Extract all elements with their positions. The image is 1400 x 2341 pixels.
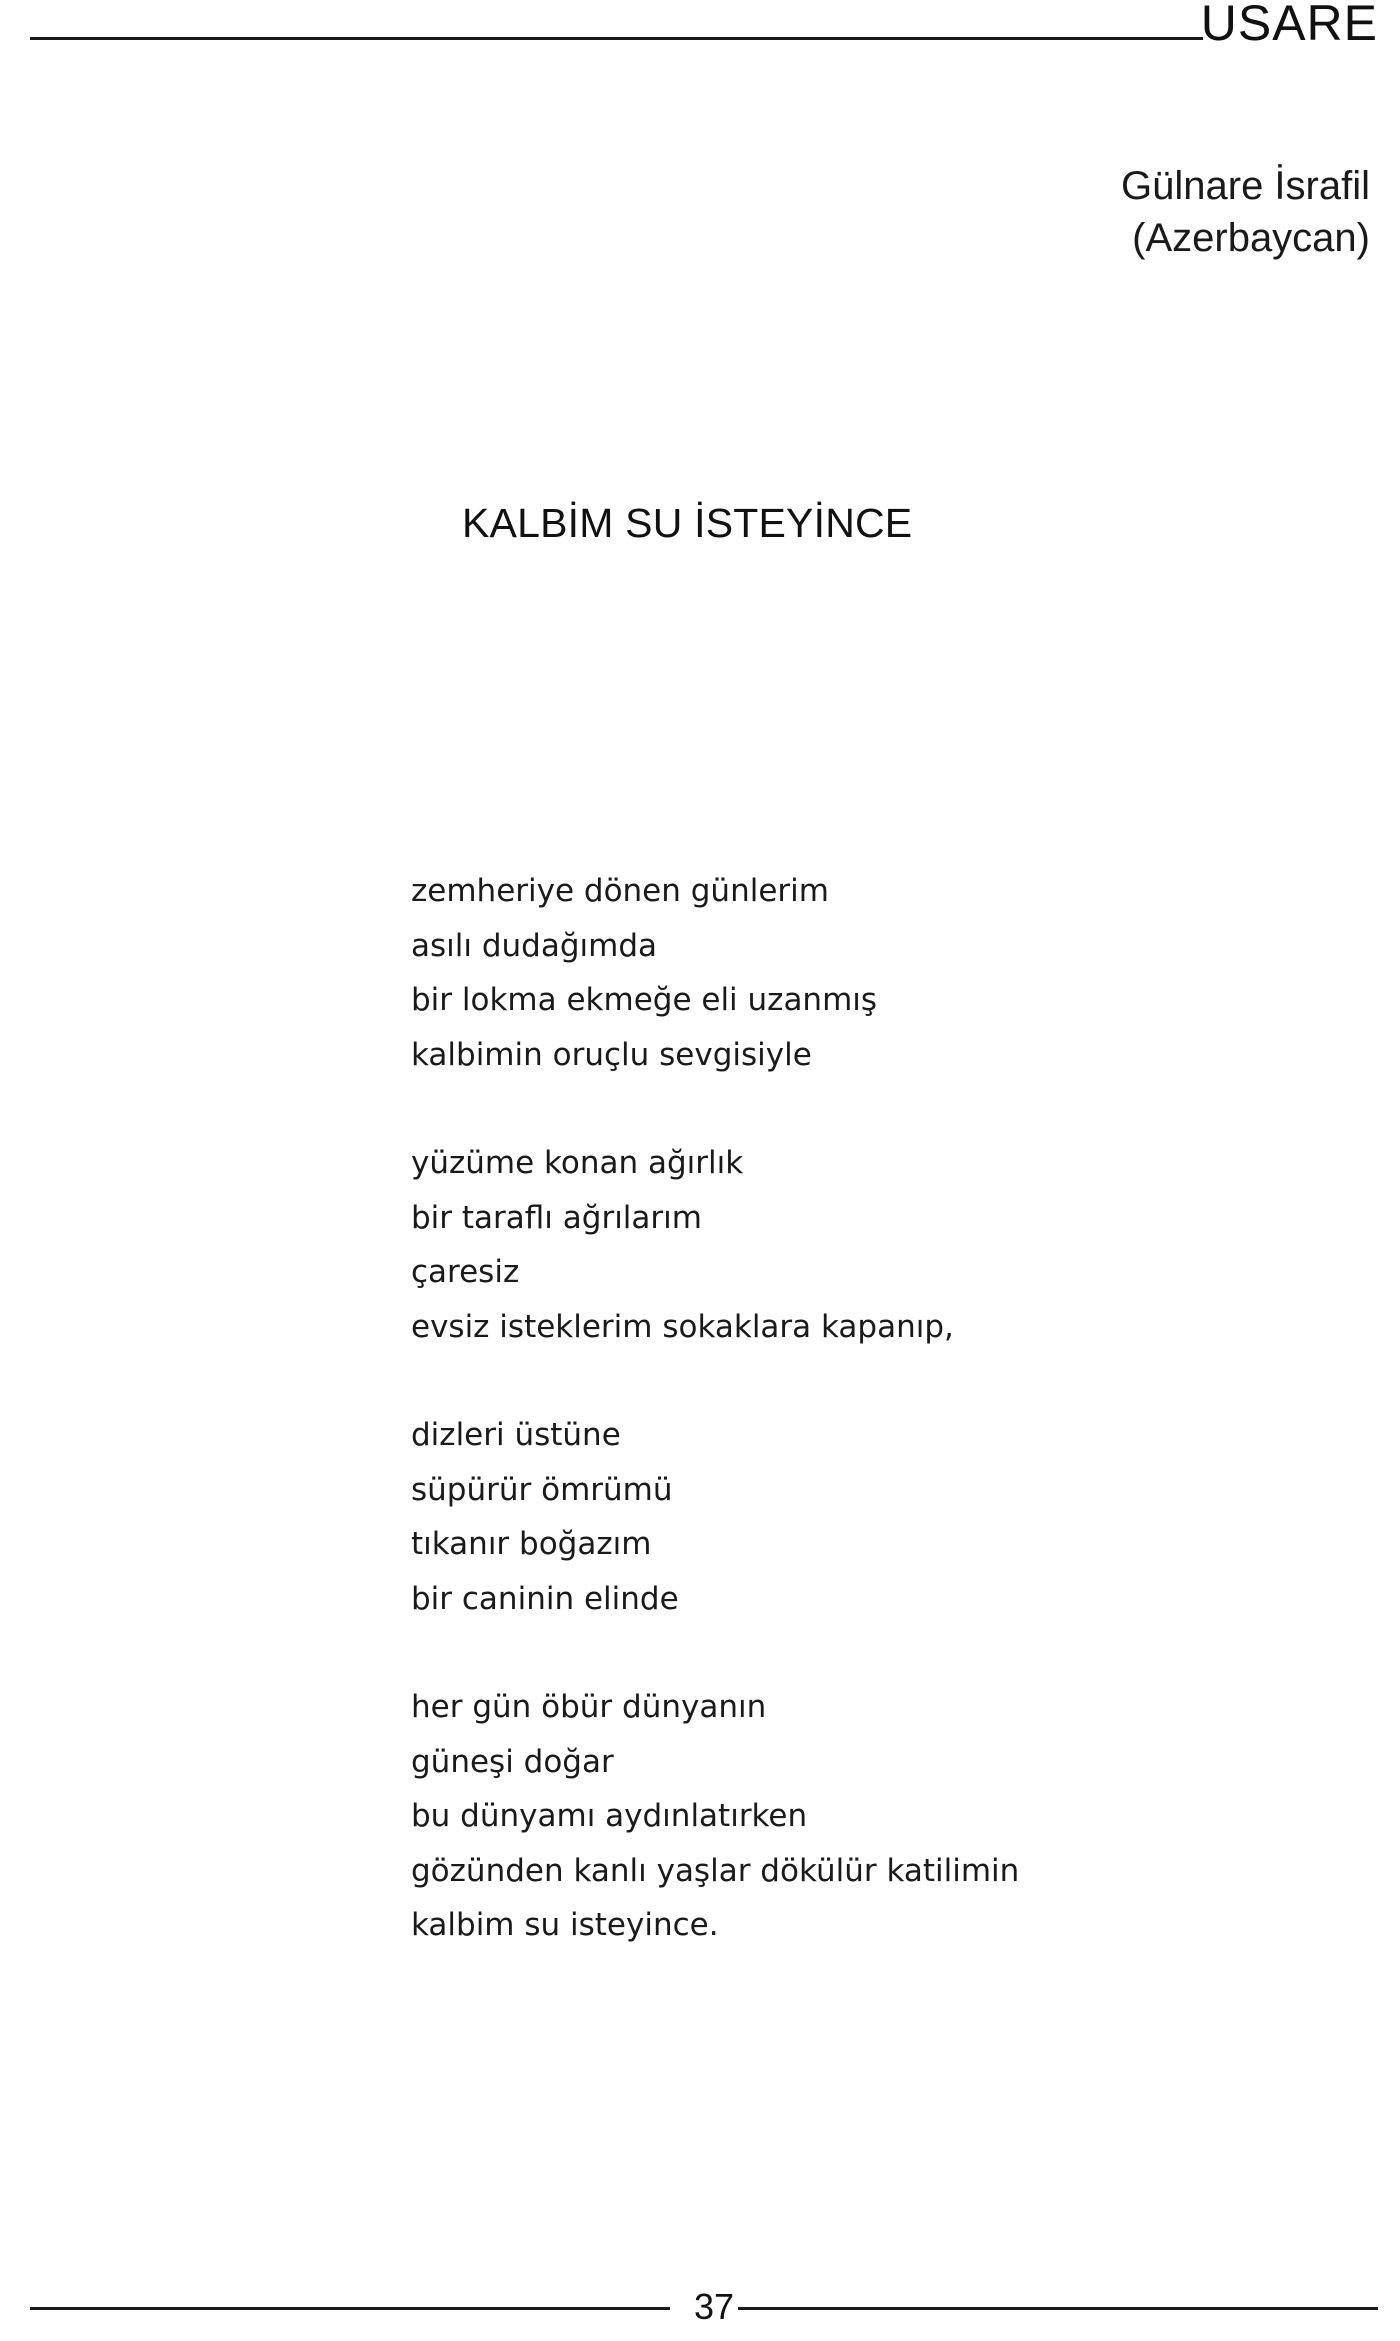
poem-line: kalbimin oruçlu sevgisiyle (411, 1036, 812, 1073)
poem-line: her gün öbür dünyanın (411, 1689, 767, 1725)
poem-body (411, 864, 1019, 2007)
poem-line: kalbim su isteyince. (411, 1907, 719, 1943)
poem-line: bir taraflı ağrılarım (411, 1199, 702, 1236)
author-block (1121, 160, 1370, 264)
poem-line: bir lokma ekmeğe eli uzanmış (411, 982, 878, 1018)
poem-line: süpürür ömrümü (411, 1471, 673, 1508)
poem-line: dizleri üstüne (411, 1417, 621, 1453)
poem-line: evsiz isteklerim sokaklara kapanıp, (411, 1308, 954, 1345)
author-country: (Azerbaycan) (1132, 216, 1370, 260)
stanza-1 (411, 864, 1019, 1082)
poem-line: yüzüme konan ağırlık (411, 1145, 744, 1181)
page-footer (30, 2285, 1378, 2325)
poem-line: çaresiz (411, 1254, 520, 1290)
stanza-4 (411, 1680, 1019, 1953)
page-header (30, 0, 1378, 52)
poem-title: KALBİM SU İSTEYİNCE (462, 500, 913, 546)
poem-line: zemheriye dönen günlerim (411, 873, 829, 909)
poem-line: gözünden kanlı yaşlar dökülür katilimin (411, 1852, 1020, 1889)
poem-line: güneşi doğar (411, 1743, 614, 1780)
poem-line: asılı dudağımda (411, 927, 658, 964)
poem-line: bu dünyamı aydınlatırken (411, 1798, 808, 1834)
footer-rule-left (30, 2307, 670, 2310)
poem-line: tıkanır boğazım (411, 1526, 652, 1562)
footer-rule-right (738, 2307, 1378, 2310)
stanza-3 (411, 1408, 1019, 1626)
author-name: Gülnare İsrafil (1121, 164, 1370, 208)
journal-name: USARE (1200, 0, 1378, 51)
page-number: 37 (693, 2286, 735, 2327)
poem-line: bir caninin elinde (411, 1580, 679, 1617)
header-rule (30, 37, 1203, 40)
stanza-2 (411, 1136, 1019, 1354)
